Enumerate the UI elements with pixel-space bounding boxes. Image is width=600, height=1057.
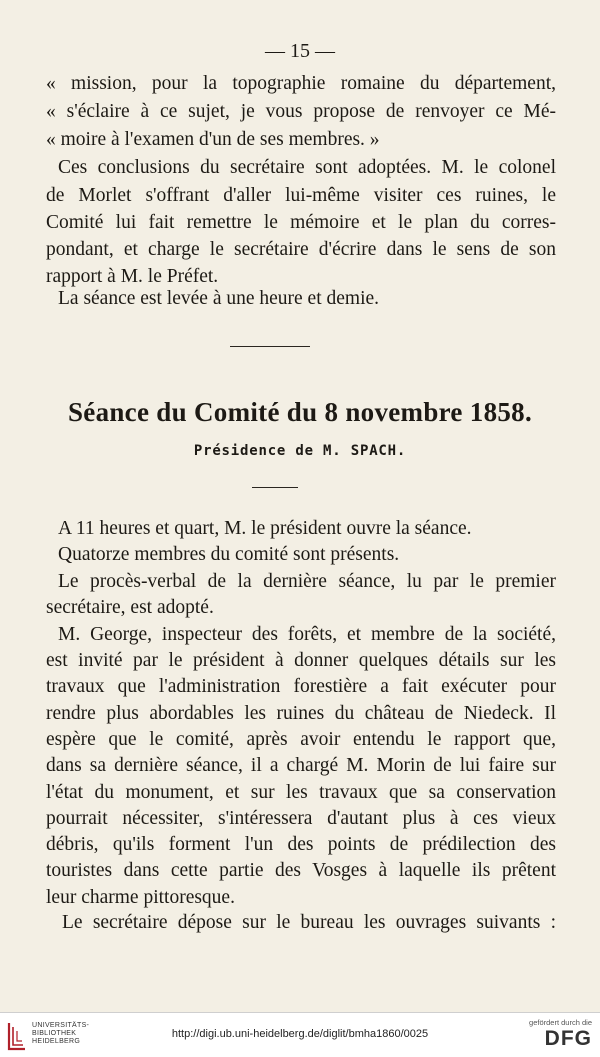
text-line: pondant, et charge le secrétaire d'écrire dans le sens de son (46, 239, 556, 260)
text-line: touristes dans cette partie des Vosges à laquelle ils prêtent (46, 860, 556, 881)
library-name-line: HEIDELBERG (32, 1038, 81, 1045)
dfg-logo: DFG (544, 1027, 592, 1050)
text-line: Comité lui fait remettre le mémoire et le plan du corres- (46, 212, 556, 233)
text-line: La séance est levée à une heure et demie. (58, 288, 380, 309)
text-line: A 11 heures et quart, M. le président ouvre la séance. (58, 518, 472, 539)
presidency-line: Présidence de M. SPACH. (193, 443, 407, 459)
text-line: travaux que l'administration forestière a fait exécuter pour (46, 676, 556, 697)
text-line: Ces conclusions du secrétaire sont adoptées. M. le colonel (58, 157, 556, 178)
text-line: « moire à l'examen d'un de ses membres. » (46, 129, 380, 150)
text-line: débris, qu'ils forment l'un des points de prédilection des (46, 834, 556, 855)
page-number: — 15 — (265, 40, 335, 62)
text-line: rapport à M. le Préfet. (46, 266, 219, 287)
text-line: pourrait nécessiter, s'intéressera d'autant plus à ces vieux (46, 808, 556, 829)
text-line: dans sa dernière séance, il a chargé M. Morin de lui faire sur (46, 755, 556, 776)
permalink-url[interactable]: http://digi.ub.uni-heidelberg.de/diglit/bmha1860/0025 (171, 1028, 429, 1040)
text-line: Le secrétaire dépose sur le bureau les ouvrages suivants : (62, 912, 556, 933)
funding-notice (529, 1018, 592, 1051)
text-line: M. George, inspecteur des forêts, et membre de la société, (58, 624, 556, 645)
text-line: « mission, pour la topographie romaine du département, (46, 73, 556, 94)
session-heading: Séance du Comité du 8 novembre 1858. (67, 397, 533, 427)
text-line: leur charme pittoresque. (46, 887, 235, 908)
library-name-line: BIBLIOTHEK (32, 1030, 77, 1037)
viewer-footer (0, 1012, 600, 1057)
text-line: « s'éclaire à ce sujet, je vous propose de renvoyer ce Mé- (46, 101, 556, 122)
text-line: rendre plus abordables les ruines du château de Niedeck. Il (46, 703, 556, 724)
text-line: de Morlet s'offrant d'aller lui-même visiter ces ruines, le (46, 185, 556, 206)
funded-by-label: gefördert durch die (529, 1018, 592, 1027)
text-line: secrétaire, est adopté. (46, 597, 214, 618)
text-line: l'état du monument, et sur les travaux que sa conservation (46, 782, 556, 803)
text-line: Le procès-verbal de la dernière séance, lu par le premier (58, 571, 556, 592)
heading-divider (252, 487, 298, 488)
text-line: est invité par le président à donner quelques détails sur les (46, 650, 556, 671)
library-name-line: UNIVERSITÄTS- (32, 1022, 90, 1029)
text-line: espère que le comité, après avoir entendu le rapport que, (46, 729, 556, 750)
text-line: Quatorze membres du comité sont présents. (58, 544, 400, 565)
section-divider (230, 346, 310, 347)
